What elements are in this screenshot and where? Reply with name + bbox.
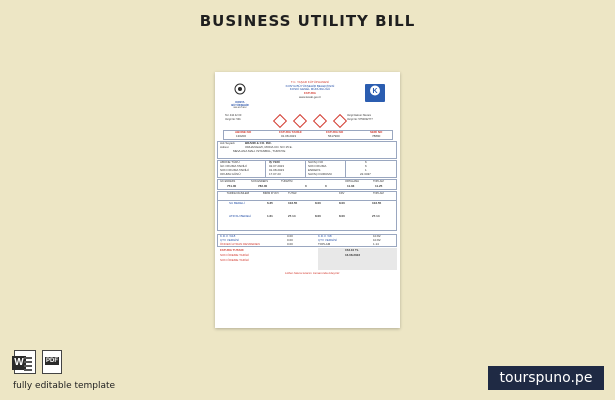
reading-value-2: 782.00 — [258, 184, 268, 188]
reading-value-3: 0 — [305, 184, 307, 188]
customer-address-label: Adresi — [220, 145, 229, 149]
stamp-diamond-1 — [273, 114, 287, 128]
row-2-value: 02.07.2023 — [269, 163, 285, 168]
koski-emblem-icon — [365, 84, 385, 97]
tariff-row-2-total: 27.14 — [372, 214, 380, 218]
tariff-row-2-kdv: 8.00 — [315, 214, 321, 218]
tariff-row-1-kdv2: 8.00 — [339, 201, 345, 205]
tariff-row-2-unit: 1.61 — [267, 214, 273, 218]
utility-bill-document — [215, 72, 400, 328]
total-right-1-value: 10.82 — [373, 234, 381, 238]
header-line-5: www.koski.gov.tr — [298, 95, 322, 100]
bill-header — [270, 81, 350, 100]
stamp-diamond-2 — [293, 114, 307, 128]
row-1-value-2: 6 — [365, 159, 367, 164]
row-4-value: 17.07.23 — [269, 171, 281, 176]
total-left-1-label: K.D.V. %18 — [220, 234, 236, 238]
stamp-diamond-4 — [333, 114, 347, 128]
customer-address-1: ORHANGAZI, MODA CD. NO 15 E. — [245, 145, 293, 149]
reading-value-1: 751.00 — [227, 184, 237, 188]
caption: fully editable template — [13, 381, 116, 391]
total-left-3-value: 0.00 — [287, 242, 293, 246]
stamp-diamond-3 — [313, 114, 327, 128]
header-line-2: KONYA BÜYÜKŞEHİR BELEDİYESİ — [285, 83, 335, 88]
total-right-3-value: 1.14 — [373, 242, 379, 246]
row-2-label-2: SON OKUMA — [308, 163, 327, 168]
total-right-3-label: TOPLAM — [318, 242, 331, 246]
reading-value-5: 11.03 — [347, 184, 355, 188]
word-icon: W — [14, 350, 36, 374]
left-contact-2: Vergi No: 591 — [225, 118, 241, 121]
son-odeme-value: 16.08.2023 — [345, 253, 361, 257]
koski-logo — [365, 84, 385, 105]
tariff-row-1-kdv: 8.00 — [315, 201, 321, 205]
row-1-label-2: SAYAÇ NO — [308, 159, 324, 164]
row-4-label: OKUMA GÜNÜ — [220, 171, 241, 176]
reading-value-6: 11.25 — [375, 184, 383, 188]
total-left-1-value: 0.00 — [287, 234, 293, 238]
tariff-header-2: BİRİM FİYATI — [263, 192, 279, 195]
reading-header-6: TOPLAM — [373, 179, 384, 183]
header-line-1: T.C. YAŞAR KÜTÜPHANESİ — [290, 80, 330, 84]
fatura-tutari-value: 153.10 TL — [345, 248, 359, 252]
konya-logo-line-2: BÜYÜKŞEHİR — [231, 104, 249, 107]
tariff-header-4: KDV — [339, 192, 345, 195]
tariff-table — [217, 191, 397, 231]
total-right-2-label: ÇTV VERGİSİ — [318, 238, 338, 242]
total-left-2-value: 0.00 — [287, 238, 293, 242]
info-value-3: 5617900 — [328, 134, 340, 138]
row-1-value: İŞ YERİ — [269, 159, 280, 164]
left-contact-1: Tel: 444 42 00 — [225, 114, 242, 117]
info-value-1: 130200 — [236, 134, 247, 138]
reading-box — [217, 179, 397, 190]
info-header-4: SERİ NO — [370, 129, 383, 134]
page-title: BUSINESS UTILITY BILL — [199, 12, 416, 30]
brand-badge[interactable]: tourspuno.pe — [488, 366, 604, 390]
info-value-4: 78890 — [372, 134, 381, 138]
file-format-icons — [14, 350, 62, 374]
tariff-header-1: TARİFE DİLİMLERİ — [226, 192, 250, 195]
row-3-value-2: 1 — [365, 167, 367, 172]
total-left-2-label: ÇTV VERGİSİ — [220, 238, 240, 242]
reading-header-2: SON ENDEKS — [251, 179, 269, 183]
svg-text:K: K — [372, 88, 378, 95]
reading-header-5: ORTALAMA — [345, 179, 360, 183]
meter-divider-3 — [345, 160, 346, 178]
tariff-header-3: TUTAR — [288, 192, 297, 195]
info-header-2: FATURA TARİHİ — [279, 129, 302, 134]
customer-name-label: Adı Soyadı — [220, 141, 235, 145]
customer-address-2: MEVLANA MAH. ISTANBUL, TURKIYE — [233, 149, 286, 153]
tariff-row-2-amount: 27.14 — [288, 214, 296, 218]
konya-logo — [229, 82, 251, 109]
row-2-value-2: 6 — [365, 163, 367, 168]
total-right-2-value: 10.82 — [373, 238, 381, 242]
right-contact-1: Vergi Dairesi: Meram — [347, 114, 372, 117]
fatura-tutari-label: FATURA TUTARI — [220, 248, 244, 252]
tariff-header-5: TOPLAM — [373, 192, 384, 195]
konya-emblem-icon — [229, 82, 251, 96]
customer-name: BRAND & CO. INC. — [245, 141, 272, 145]
pdf-icon: PDF — [42, 350, 62, 374]
row-3-value: 01.08.2023 — [269, 167, 285, 172]
row-2-label: İLK OKUMA TARİHİ — [220, 163, 247, 168]
tariff-row-1-amount: 103.55 — [288, 201, 298, 205]
total-right-1-label: K.D.V. %8 — [318, 234, 332, 238]
son-odeme-label: SON ÖDEME TARİHİ — [220, 253, 249, 257]
meter-divider-2 — [305, 160, 306, 178]
ekstra-label: SON ÖDEME TARİHİ — [220, 258, 249, 262]
info-header-3: FATURA NO — [326, 129, 344, 134]
reading-header-3: TÜKETİM — [281, 179, 293, 183]
reading-header-1: İLK ENDEKS — [220, 179, 236, 183]
koski-logo-text: KOSKI — [370, 101, 380, 105]
info-value-2: 01.08.2023 — [281, 134, 297, 138]
row-1-label: ABONE TÜRÜ — [220, 159, 240, 164]
tariff-row-1-unit: 6.35 — [267, 201, 273, 205]
konya-logo-line-3: BELEDİYESİ — [233, 107, 247, 109]
row-4-value-2: 22.3437 — [360, 171, 371, 176]
konya-logo-line-1: KONYA — [235, 101, 245, 104]
row-4-label-2: SAYAÇ DURUMU — [308, 171, 332, 176]
tariff-row-1-label: SU BEDELİ — [229, 201, 245, 205]
footer-note: Lütfen fatura tutarını zamanında ödeyiniz — [285, 271, 340, 275]
header-line-4: FATURA — [304, 90, 316, 95]
reading-value-4: 0 — [325, 184, 327, 188]
meter-divider-1 — [265, 160, 266, 178]
tariff-row-2-kdv2: 8.00 — [339, 214, 345, 218]
info-header-1: ABONE NO — [235, 129, 252, 134]
row-3-label: SON OKUMA TARİHİ — [220, 167, 249, 172]
tariff-row-1-total: 103.55 — [372, 201, 382, 205]
right-contact-2: Vergi No: 5750032777 — [347, 118, 373, 121]
tariff-row-2-label: ATIKSU BEDELİ — [229, 214, 252, 218]
row-3-label-2: ENDEKS — [308, 167, 321, 172]
header-line-3: KOSKİ GENEL MÜDÜRLÜĞÜ — [289, 87, 331, 92]
total-left-3-label: ÖNCEKİ AYDAN DEVREDEN — [220, 242, 260, 246]
